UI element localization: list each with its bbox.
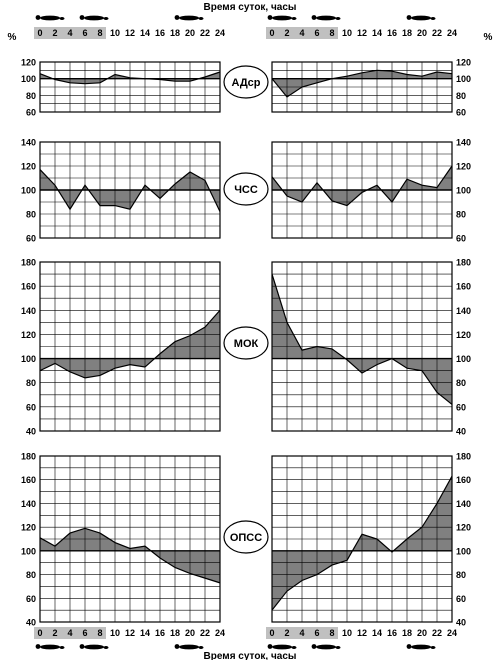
y-tick-label: 80 — [456, 209, 467, 220]
y-tick-label: 120 — [20, 329, 36, 340]
y-tick-label: 40 — [25, 617, 36, 628]
sleep-icon-body — [411, 645, 431, 650]
y-tick-label: 60 — [25, 593, 36, 604]
time-tick-label: 22 — [431, 28, 443, 38]
time-tick-label: 10 — [341, 628, 353, 638]
time-tick-label: 16 — [154, 28, 166, 38]
parameter-label: ЧСС — [234, 184, 258, 196]
sleeping-person-icon — [36, 15, 65, 20]
sleep-icon-body — [272, 645, 292, 650]
sleep-icon-head — [312, 15, 317, 20]
time-tick-label: 6 — [314, 28, 320, 38]
time-tick-label: 24 — [446, 628, 458, 638]
sleep-icon-body — [40, 16, 60, 21]
sleeping-person-icon — [175, 644, 204, 649]
y-tick-label: 160 — [456, 475, 472, 486]
time-tick-label: 6 — [314, 628, 320, 638]
sleep-icon-body — [179, 16, 199, 21]
sleeping-person-icon — [80, 644, 109, 649]
sleep-icon-feet — [60, 17, 65, 20]
time-tick-label: 24 — [446, 28, 458, 38]
y-tick-label: 140 — [456, 305, 472, 316]
time-tick-label: 8 — [329, 28, 335, 38]
sleep-icon-head — [80, 15, 85, 20]
sleeping-person-icon — [268, 644, 297, 649]
time-tick-label: 20 — [416, 28, 428, 38]
sleep-icon-body — [316, 16, 336, 21]
y-tick-label: 100 — [20, 185, 36, 196]
y-tick-label: 140 — [20, 305, 36, 316]
y-tick-label: 140 — [20, 137, 36, 148]
time-tick-label: 14 — [139, 628, 151, 638]
y-tick-label: 60 — [25, 233, 36, 244]
sleep-icon-feet — [336, 646, 341, 649]
time-tick-label: 24 — [214, 28, 226, 38]
y-tick-label: 100 — [456, 74, 472, 85]
sleeping-person-icon — [36, 644, 65, 649]
sleep-icon-head — [36, 15, 41, 20]
time-axis-right-bottom — [266, 627, 457, 649]
time-tick-label: 8 — [97, 28, 103, 38]
time-tick-label: 20 — [184, 28, 196, 38]
sleep-icon-feet — [199, 646, 204, 649]
sleeping-person-icon — [268, 15, 297, 20]
time-tick-label: 8 — [329, 628, 335, 638]
y-tick-label: 80 — [456, 378, 467, 389]
panel-chss-left — [21, 138, 220, 244]
time-tick-label: 0 — [269, 628, 275, 638]
time-tick-label: 14 — [139, 28, 151, 38]
time-tick-label: 2 — [284, 28, 290, 38]
y-tick-label: 60 — [25, 107, 36, 118]
y-tick-label: 180 — [456, 451, 472, 462]
label-chss — [224, 173, 268, 205]
percent-sign-right: % — [483, 32, 493, 43]
sleeping-person-icon — [175, 15, 204, 20]
sleep-icon-head — [407, 644, 412, 649]
y-tick-label: 40 — [25, 426, 36, 437]
y-tick-label: 180 — [20, 257, 36, 268]
time-tick-label: 4 — [67, 628, 73, 638]
y-tick-label: 80 — [25, 570, 36, 581]
y-tick-label: 80 — [25, 378, 36, 389]
time-tick-label: 10 — [109, 628, 121, 638]
label-adsr — [224, 66, 268, 98]
panel-mok-left — [21, 258, 220, 437]
y-tick-label: 120 — [456, 329, 472, 340]
sleep-icon-head — [175, 644, 180, 649]
time-tick-label: 12 — [356, 28, 368, 38]
sleep-icon-feet — [199, 17, 204, 20]
time-tick-label: 0 — [37, 628, 43, 638]
y-tick-label: 60 — [456, 233, 467, 244]
percent-sign-left: % — [7, 32, 17, 43]
parameter-label: ОПСС — [229, 532, 263, 544]
time-tick-label: 20 — [416, 628, 428, 638]
sleep-icon-body — [179, 645, 199, 650]
y-tick-label: 140 — [20, 498, 36, 509]
time-tick-label: 16 — [154, 628, 166, 638]
sleep-icon-head — [36, 644, 41, 649]
time-axis-left-bottom — [34, 627, 225, 649]
sleep-icon-feet — [336, 17, 341, 20]
top-axis-title: Время суток, часы — [203, 2, 297, 13]
sleeping-person-icon — [407, 15, 436, 20]
time-axis-left-top — [34, 15, 225, 39]
time-tick-label: 18 — [401, 28, 413, 38]
sleep-icon-feet — [431, 646, 436, 649]
time-tick-label: 16 — [386, 628, 398, 638]
time-tick-label: 2 — [284, 628, 290, 638]
time-tick-label: 12 — [356, 628, 368, 638]
sleep-icon-feet — [104, 17, 109, 20]
y-tick-label: 120 — [456, 161, 472, 172]
time-tick-label: 24 — [214, 628, 226, 638]
bottom-axis-title: Время суток, часы — [203, 651, 297, 660]
time-tick-label: 16 — [386, 28, 398, 38]
time-tick-label: 22 — [199, 628, 211, 638]
time-tick-label: 8 — [97, 628, 103, 638]
sleep-icon-head — [407, 15, 412, 20]
sleep-icon-head — [268, 15, 273, 20]
time-tick-label: 6 — [82, 28, 88, 38]
sleep-icon-feet — [104, 646, 109, 649]
y-tick-label: 80 — [25, 209, 36, 220]
y-tick-label: 120 — [20, 522, 36, 533]
time-tick-label: 18 — [169, 628, 181, 638]
y-tick-label: 100 — [20, 354, 36, 365]
panel-opss-right — [272, 452, 471, 628]
time-tick-label: 14 — [371, 28, 383, 38]
y-tick-label: 100 — [20, 74, 36, 85]
sleeping-person-icon — [80, 15, 109, 20]
panel-opss-left — [21, 452, 220, 628]
sleep-icon-body — [316, 645, 336, 650]
time-tick-label: 4 — [299, 628, 305, 638]
sleeping-person-icon — [407, 644, 436, 649]
sleep-icon-feet — [431, 17, 436, 20]
y-tick-label: 40 — [456, 617, 467, 628]
sleep-icon-body — [272, 16, 292, 21]
y-tick-label: 160 — [20, 475, 36, 486]
sleep-icon-head — [268, 644, 273, 649]
y-tick-label: 120 — [456, 522, 472, 533]
y-tick-label: 140 — [456, 137, 472, 148]
y-tick-label: 60 — [456, 593, 467, 604]
y-tick-label: 100 — [456, 546, 472, 557]
y-tick-label: 60 — [25, 402, 36, 413]
y-tick-label: 120 — [20, 161, 36, 172]
label-mok — [224, 327, 268, 359]
y-tick-label: 120 — [20, 57, 36, 68]
time-tick-label: 0 — [269, 28, 275, 38]
y-tick-label: 100 — [20, 546, 36, 557]
time-tick-label: 6 — [82, 628, 88, 638]
time-tick-label: 18 — [401, 628, 413, 638]
sleep-icon-body — [40, 645, 60, 650]
y-tick-label: 80 — [456, 90, 467, 101]
top-time-axis — [34, 15, 457, 39]
panel-adsr-right — [272, 58, 471, 118]
y-tick-label: 140 — [456, 498, 472, 509]
sleep-icon-body — [84, 645, 104, 650]
time-axis-right-top — [266, 15, 457, 39]
y-tick-label: 60 — [456, 107, 467, 118]
y-tick-label: 120 — [456, 57, 472, 68]
parameter-labels — [224, 66, 268, 553]
y-tick-label: 100 — [456, 185, 472, 196]
panel-mok-right — [272, 258, 471, 437]
time-tick-label: 22 — [199, 28, 211, 38]
y-tick-label: 40 — [456, 426, 467, 437]
sleeping-person-icon — [312, 644, 341, 649]
sleep-icon-feet — [292, 646, 297, 649]
sleep-icon-feet — [60, 646, 65, 649]
sleeping-person-icon — [312, 15, 341, 20]
label-opss — [224, 521, 268, 553]
time-tick-label: 4 — [299, 28, 305, 38]
y-tick-label: 180 — [20, 451, 36, 462]
time-tick-label: 12 — [124, 28, 136, 38]
sleep-icon-body — [411, 16, 431, 21]
y-tick-label: 160 — [456, 281, 472, 292]
y-tick-label: 80 — [456, 570, 467, 581]
time-tick-label: 18 — [169, 28, 181, 38]
sleep-icon-head — [175, 15, 180, 20]
y-tick-label: 100 — [456, 354, 472, 365]
sleep-icon-feet — [292, 17, 297, 20]
time-tick-label: 14 — [371, 628, 383, 638]
y-tick-label: 60 — [456, 402, 467, 413]
time-tick-label: 2 — [52, 628, 58, 638]
y-tick-label: 80 — [25, 90, 36, 101]
bottom-time-axis — [34, 627, 457, 649]
panel-adsr-left — [21, 58, 220, 118]
time-tick-label: 10 — [109, 28, 121, 38]
sleep-icon-head — [80, 644, 85, 649]
parameter-label: АДср — [231, 77, 261, 89]
time-tick-label: 10 — [341, 28, 353, 38]
panel-chss-right — [272, 138, 471, 244]
time-tick-label: 20 — [184, 628, 196, 638]
time-tick-label: 4 — [67, 28, 73, 38]
time-tick-label: 0 — [37, 28, 43, 38]
parameter-label: МОК — [233, 338, 259, 350]
sleep-icon-head — [312, 644, 317, 649]
sleep-icon-body — [84, 16, 104, 21]
time-tick-label: 22 — [431, 628, 443, 638]
y-tick-label: 180 — [456, 257, 472, 268]
time-tick-label: 2 — [52, 28, 58, 38]
time-tick-label: 12 — [124, 628, 136, 638]
y-tick-label: 160 — [20, 281, 36, 292]
